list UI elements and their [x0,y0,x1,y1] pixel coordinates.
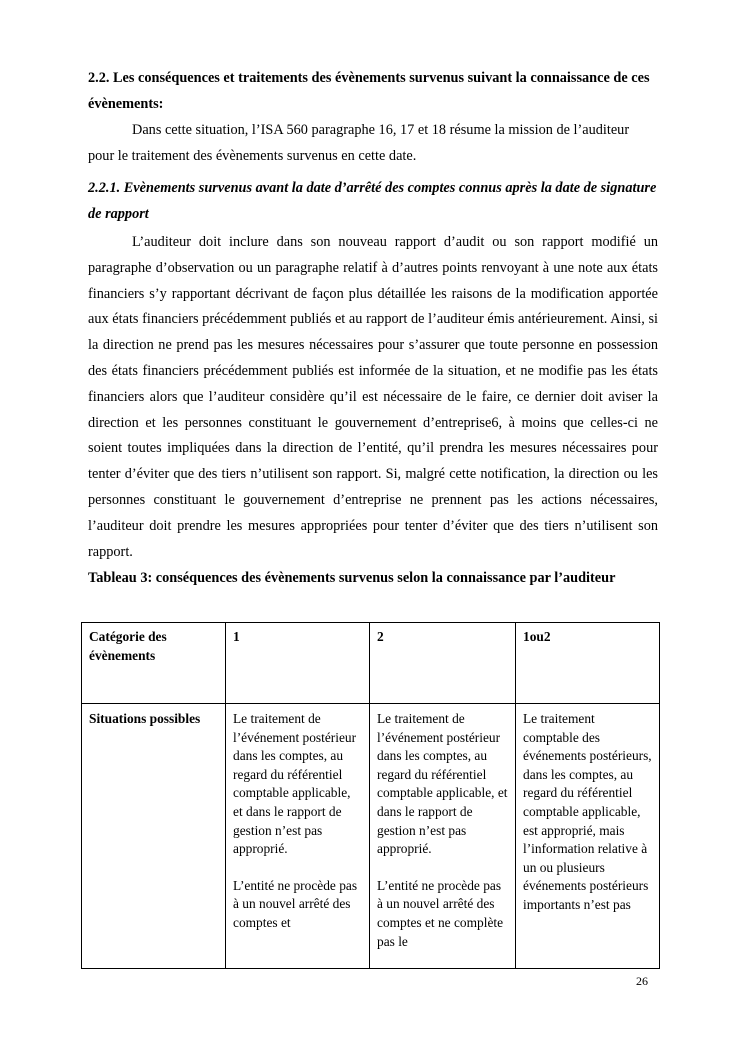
cell-paragraph: Le traitement comptable des événements postérieurs, dans les comptes, au regard du référentiel comptable applicable, est approprié, mais l’information relative à un ou plusieurs événements postérieurs importants n’est pas [523,711,652,912]
subsection-heading: 2.2.1. Evènements survenus avant la date d’arrêté des comptes connus après la date de signature de rapport [88,180,657,222]
table-caption: Tableau 3: conséquences des évènements survenus selon la connaissance par l’auditeur [88,570,616,586]
page-number: 26 [636,974,648,988]
cell-paragraph: L’entité ne procède pas à un nouvel arrêté des comptes et ne complète pas le [377,877,504,949]
header-cell-1ou2: 1ou2 [516,623,660,704]
cell-paragraph: Le traitement de l’événement postérieur dans les comptes, au regard du référentiel comptable applicable, et dans le rapport de gestion n’est pas approprié. [377,711,508,857]
cell-paragraph: L’entité ne procède pas à un nouvel arrêté des comptes et [233,877,358,930]
table-header-row [82,623,660,704]
cell-paragraph: Le traitement de l’événement postérieur dans les comptes, au regard du référentiel comptable applicable, et dans le rapport de gestion n’est pas approprié. [233,711,357,857]
consequences-table [81,622,660,969]
header-cell-1: 1 [226,623,370,704]
table-cell-col2 [370,704,516,969]
intro-paragraph: Dans cette situation, l’ISA 560 paragraphe 16, 17 et 18 résume la mission de l’auditeur pour le traitement des évènements survenus en cette date. [88,122,630,164]
header-cell-2: 2 [370,623,516,704]
table-row [82,704,660,969]
row-label-cell: Situations possibles [82,704,226,969]
table-cell-col1 [226,704,370,969]
table-cell-col3 [516,704,660,969]
header-cell-category: Catégorie des évènements [82,623,226,704]
body-paragraph: L’auditeur doit inclure dans son nouveau rapport d’audit ou son rapport modifié un paragraphe d’observation ou un paragraphe relatif à d’autres points renvoyant à une note aux états financiers s’y rapportant décrivant de façon plus détaillée les raisons de la modification apportée aux états financiers précédemment publiés et au rapport de l’auditeur émis antérieurement. Ainsi, si la direction ne prend pas les mesures nécessaires pour s’assurer que toute personne en possession des états financiers précédemment publiés est informée de la situation, et ne modifie pas les états financiers alors que l’auditeur considère qu’il est nécessaire de le faire, ce dernier doit aviser la direction et les personnes constituant le gouvernement d’entreprise6, à moins que celles-ci ne soient toutes impliquées dans la direction de l’entité, qu’il prendra les mesures nécessaires pour tenter d’éviter que des tiers n’utilisent son rapport. Si, malgré cette notification, la direction ou les personnes constituant le gouvernement d’entreprise ne prennent pas les actions nécessaires, l’auditeur doit prendre les mesures appropriées pour tenter d’éviter que des tiers n’utilisent son rapport. [88,234,658,560]
section-heading: 2.2. Les conséquences et traitements des évènements survenus suivant la connaissance de ces évènements: [88,70,650,112]
